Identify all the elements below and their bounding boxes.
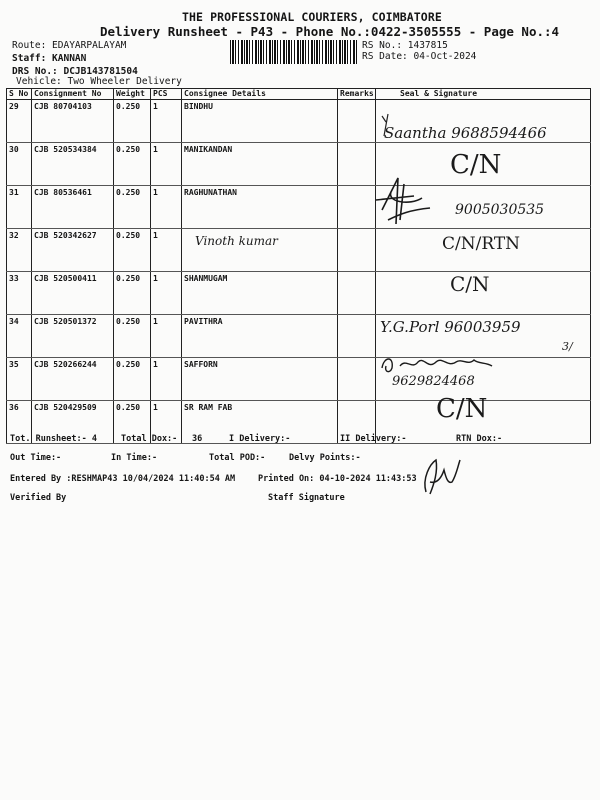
cell-consignee: SAFFORN [182, 358, 338, 401]
cell-sno: 32 [7, 229, 32, 272]
rs-number: RS No.: 1437815 [362, 40, 448, 51]
cell-weight: 0.250 [114, 358, 151, 401]
printed-on: Printed On: 04-10-2024 11:43:53 [258, 474, 417, 484]
table-row [7, 143, 591, 186]
cell-weight: 0.250 [114, 229, 151, 272]
cell-consignee: MANIKANDAN [182, 143, 338, 186]
cell-weight: 0.250 [114, 315, 151, 358]
handwritten-status-30: C/N [450, 150, 502, 180]
cell-weight: 0.250 [114, 272, 151, 315]
cell-consignment: CJB 520501372 [32, 315, 114, 358]
cell-remarks [338, 358, 376, 401]
cell-pcs: 1 [151, 229, 182, 272]
handwritten-status-33: C/N [450, 272, 490, 296]
out-time: Out Time:- [10, 453, 62, 463]
cell-consignment: CJB 80704103 [32, 100, 114, 143]
cell-remarks [338, 229, 376, 272]
staff: Staff: KANNAN [12, 53, 87, 64]
cell-pcs: 1 [151, 315, 182, 358]
col-seal: Seal & Signature [376, 89, 591, 100]
cell-pcs: 1 [151, 358, 182, 401]
scribble-signature-31 [370, 170, 440, 228]
staff-signature-scribble [416, 454, 464, 502]
cell-sno: 29 [7, 100, 32, 143]
cell-pcs: 1 [151, 100, 182, 143]
col-sno: S No [7, 89, 32, 100]
delvy-points: Delvy Points:- [289, 453, 361, 463]
cell-consignment: CJB 520342627 [32, 229, 114, 272]
entered-by: Entered By :RESHMAP43 10/04/2024 11:40:54 AM [10, 474, 236, 484]
cell-consignee: BINDHU [182, 100, 338, 143]
cell-remarks [338, 100, 376, 143]
cell-consignee: SR RAM FAB [182, 401, 338, 444]
ii-delivery: II Delivery:- [340, 434, 407, 444]
cell-sno: 31 [7, 186, 32, 229]
barcode [230, 40, 357, 64]
cell-weight: 0.250 [114, 186, 151, 229]
cell-consignment: CJB 520266244 [32, 358, 114, 401]
handwritten-mark-34: 3/ [562, 340, 573, 353]
cell-consignee: RAGHUNATHAN [182, 186, 338, 229]
cell-weight: 0.250 [114, 401, 151, 444]
col-consignment: Consignment No [32, 89, 114, 100]
total-dox-value: 36 [192, 434, 203, 444]
cell-sno: 30 [7, 143, 32, 186]
cell-sno: 33 [7, 272, 32, 315]
cell-weight: 0.250 [114, 143, 151, 186]
cell-sno: 34 [7, 315, 32, 358]
cell-sno: 36 [7, 401, 32, 444]
handwritten-signature-34: Y.G.Porl 96003959 [380, 318, 521, 336]
route: Route: EDAYARPALAYAM [12, 40, 127, 51]
cell-pcs: 1 [151, 186, 182, 229]
col-consignee: Consignee Details [182, 89, 338, 100]
handwritten-signature-29: Saantha 9688594466 [384, 124, 547, 142]
col-remarks: Remarks [338, 89, 376, 100]
cell-consignee: SHANMUGAM [182, 272, 338, 315]
table-row [7, 272, 591, 315]
col-weight: Weight [114, 89, 151, 100]
vehicle: Vehicle: Two Wheeler Delivery [16, 76, 182, 87]
drs-number: DRS No.: DCJB143781504 [12, 66, 138, 77]
handwritten-phone-31: 9005030535 [455, 202, 545, 218]
cell-sno: 35 [7, 358, 32, 401]
in-time: In Time:- [111, 453, 158, 463]
scribble-signature-35 [378, 354, 498, 376]
staff-signature-label: Staff Signature [268, 493, 345, 503]
table-row [7, 358, 591, 401]
cell-consignment: CJB 80536461 [32, 186, 114, 229]
rtn-dox: RTN Dox:- [456, 434, 503, 444]
cell-pcs: 1 [151, 272, 182, 315]
i-delivery: I Delivery:- [229, 434, 291, 444]
total-pod: Total POD:- [209, 453, 266, 463]
col-pcs: PCS [151, 89, 182, 100]
rs-date: RS Date: 04-Oct-2024 [362, 51, 477, 62]
tot-runsheet: Tot. Runsheet:- 4 [10, 434, 97, 444]
cell-remarks [338, 272, 376, 315]
cell-remarks [338, 315, 376, 358]
table-header-row [7, 89, 591, 100]
handwritten-name-32: Vinoth kumar [195, 234, 278, 248]
handwritten-phone-35: 9629824468 [392, 374, 475, 389]
runsheet-title: Delivery Runsheet - P43 - Phone No.:0422-3505555 - Page No.:4 [100, 24, 560, 39]
cell-consignment: CJB 520500411 [32, 272, 114, 315]
handwritten-status-32: C/N/RTN [442, 234, 521, 254]
cell-pcs: 1 [151, 401, 182, 444]
total-dox-label: Total Dox:- [121, 434, 178, 444]
handwritten-status-36: C/N [436, 394, 488, 424]
cell-weight: 0.250 [114, 100, 151, 143]
cell-consignment: CJB 520429509 [32, 401, 114, 444]
company-name: THE PROFESSIONAL COURIERS, COIMBATORE [182, 10, 442, 24]
verified-by: Verified By [10, 493, 67, 503]
cell-consignee: PAVITHRA [182, 315, 338, 358]
cell-pcs: 1 [151, 143, 182, 186]
cell-consignment: CJB 520534384 [32, 143, 114, 186]
